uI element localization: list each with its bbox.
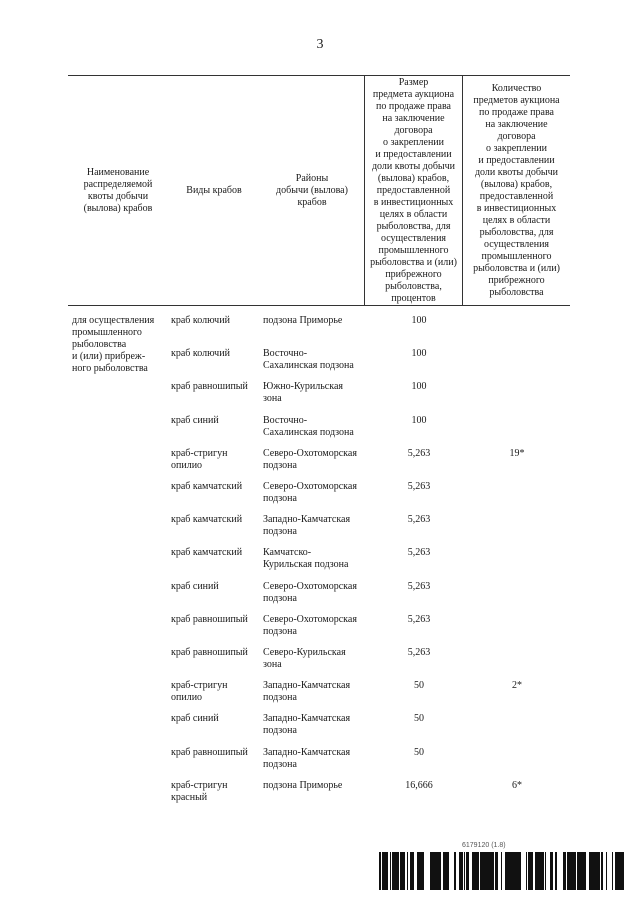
- fishing-area-cell: Южно-Курильская зона: [263, 381, 343, 404]
- fishing-area-cell: Северо-Охотоморская подзона: [263, 481, 357, 504]
- table-row: [0, 713, 640, 743]
- table-header: [68, 76, 570, 305]
- crab-kind-cell: краб колючий: [171, 315, 230, 326]
- table-row: [0, 315, 640, 345]
- percent-cell: 5,263: [407, 448, 431, 459]
- crab-kind-cell: краб равношипый: [171, 747, 248, 758]
- table-row: [0, 514, 640, 544]
- header-fishing-areas-text: Районы добычи (вылова) крабов: [276, 172, 348, 208]
- fishing-area-cell: подзона Приморье: [263, 315, 343, 326]
- fishing-area-cell: Западно-Камчатская подзона: [263, 514, 351, 537]
- crab-kind-cell: краб равношипый: [171, 381, 248, 392]
- header-auction-count: [462, 76, 570, 305]
- table-row: [0, 381, 640, 411]
- crab-kind-cell: краб равношипый: [171, 614, 248, 625]
- table-row: [0, 348, 640, 378]
- percent-cell: 16,666: [405, 780, 433, 791]
- percent-cell: 100: [411, 348, 427, 359]
- page-number: 3: [316, 37, 324, 52]
- header-crab-kinds: [168, 76, 260, 305]
- percent-cell: 5,263: [407, 581, 431, 592]
- table-row: [0, 780, 640, 810]
- fishing-area-cell: Восточно- Сахалинская подзона: [263, 415, 354, 438]
- crab-kind-cell: краб равношипый: [171, 647, 248, 658]
- quantity-cell: 2*: [512, 680, 522, 691]
- crab-kind-cell: краб колючий: [171, 348, 230, 359]
- percent-cell: 5,263: [407, 614, 431, 625]
- fishing-area-cell: Северо-Курильская зона: [263, 647, 346, 670]
- fishing-area-cell: Западно-Камчатская подзона: [263, 713, 351, 736]
- fishing-area-cell: Восточно- Сахалинская подзона: [263, 348, 354, 371]
- table-row: [0, 547, 640, 577]
- fishing-area-cell: Западно-Камчатская подзона: [263, 680, 351, 703]
- header-auction-count-text: Количество предметов аукциона по продаже права на заключение договора о закреплении и предоставлении доли квоты добычи (вылова) крабов, предоставленной в инвестиционных целях в области рыболовства, для осуществления промышленного рыболовства и (или) прибрежного рыболовства: [473, 82, 560, 298]
- crab-kind-cell: краб-стригун красный: [171, 780, 228, 803]
- crab-kind-cell: краб синий: [171, 581, 219, 592]
- percent-cell: 50: [414, 713, 424, 724]
- quota-group-label: для осуществления промышленного рыболовства и (или) прибреж- ного рыболовства: [72, 315, 155, 374]
- percent-cell: 100: [411, 415, 427, 426]
- crab-kind-cell: краб-стригун опилио: [171, 680, 228, 703]
- fishing-area-cell: Камчатско- Курильская подзона: [263, 547, 349, 570]
- header-fishing-areas: [260, 76, 364, 305]
- crab-kind-cell: краб синий: [171, 713, 219, 724]
- header-crab-kinds-text: Виды крабов: [186, 184, 242, 196]
- table-row: [0, 680, 640, 710]
- crab-kind-cell: краб камчатский: [171, 547, 243, 558]
- crab-kind-cell: краб-стригун опилио: [171, 448, 228, 471]
- crab-kind-cell: краб синий: [171, 415, 219, 426]
- percent-cell: 50: [414, 680, 424, 691]
- header-quota-name: [68, 76, 168, 305]
- percent-cell: 5,263: [407, 481, 431, 492]
- percent-cell: 100: [411, 381, 427, 392]
- table-row: [0, 481, 640, 511]
- table-row: [0, 581, 640, 611]
- quantity-cell: 6*: [512, 780, 522, 791]
- header-quota-name-text: Наименование распределяемой квоты добычи (вылова) крабов: [83, 166, 153, 214]
- table-header-rule: [68, 305, 570, 306]
- quantity-cell: 19*: [509, 448, 525, 459]
- fishing-area-cell: подзона Приморье: [263, 780, 343, 791]
- table-row: [0, 647, 640, 677]
- table-row: [0, 747, 640, 777]
- barcode-caption: 6179120 (1.8): [462, 842, 506, 849]
- barcode-icon: [378, 852, 626, 890]
- barcode-block: [378, 842, 626, 892]
- percent-cell: 5,263: [407, 514, 431, 525]
- crab-kind-cell: краб камчатский: [171, 481, 243, 492]
- percent-cell: 50: [414, 747, 424, 758]
- header-auction-size-text: Размер предмета аукциона по продаже права на заключение договора о закреплении и предоставлении доли квоты добычи (вылова) крабов, предоставленной в инвестиционных целях в области рыболовства, для осуществления промышленного рыболовства и (или) прибрежного рыболовства, процентов: [370, 76, 457, 304]
- percent-cell: 5,263: [407, 547, 431, 558]
- percent-cell: 100: [411, 315, 427, 326]
- fishing-area-cell: Северо-Охотоморская подзона: [263, 581, 357, 604]
- table-row: [0, 415, 640, 445]
- fishing-area-cell: Северо-Охотоморская подзона: [263, 614, 357, 637]
- fishing-area-cell: Северо-Охотоморская подзона: [263, 448, 357, 471]
- percent-cell: 5,263: [407, 647, 431, 658]
- table-row: [0, 614, 640, 644]
- table-row: [0, 448, 640, 478]
- crab-kind-cell: краб камчатский: [171, 514, 243, 525]
- header-auction-size: [364, 76, 462, 305]
- fishing-area-cell: Западно-Камчатская подзона: [263, 747, 351, 770]
